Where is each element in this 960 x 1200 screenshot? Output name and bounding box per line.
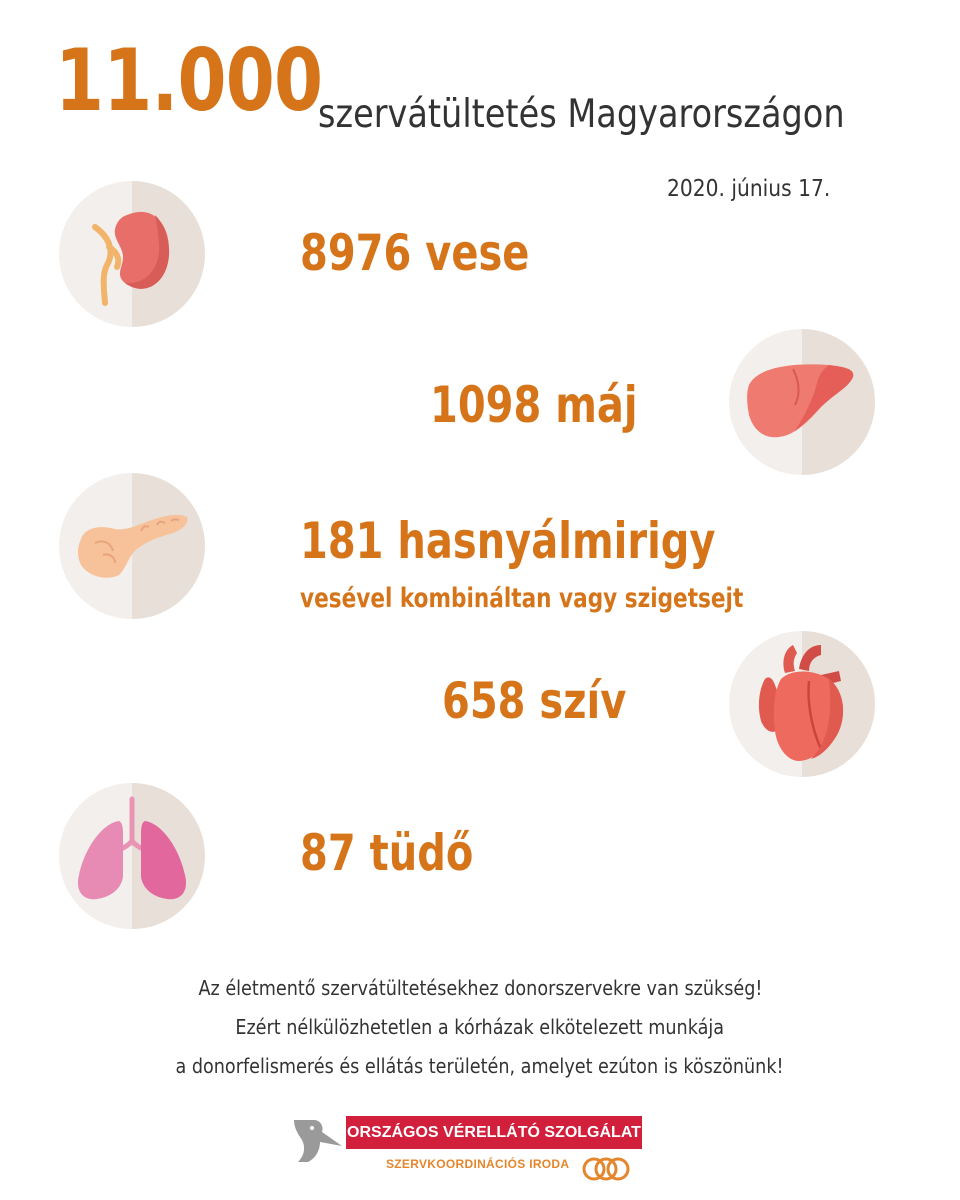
footer-line-3: a donorfelismerés és ellátás területén, amelyet ezúton is köszönünk! xyxy=(175,1054,785,1078)
organ-label-kidney: 8976 vese xyxy=(300,224,530,282)
kidney-icon xyxy=(59,181,205,327)
logo-title: ORSZÁGOS VÉRELLÁTÓ SZOLGÁLAT xyxy=(346,1116,642,1149)
total-count: 11.000 xyxy=(55,31,323,131)
liver-icon xyxy=(729,329,875,475)
pancreas-icon xyxy=(59,473,205,619)
logo-subtitle: SZERVKOORDINÁCIÓS IRODA xyxy=(386,1157,570,1171)
lungs-icon xyxy=(59,783,205,929)
date-label: 2020. június 17. xyxy=(667,176,831,202)
rings-icon xyxy=(582,1152,630,1186)
heart-icon xyxy=(729,631,875,777)
page-title: szervátültetés Magyarországon xyxy=(318,92,845,137)
organ-label-liver: 1098 máj xyxy=(430,376,638,434)
organization-logo xyxy=(290,1116,642,1190)
footer-line-2: Ezért nélkülözhetetlen a kórházak elkötelezett munkája xyxy=(235,1015,725,1039)
organ-label-heart: 658 szív xyxy=(442,672,627,730)
pelican-icon xyxy=(290,1116,346,1168)
organ-label-pancreas: 181 hasnyálmirigy xyxy=(300,512,716,570)
organ-label-lungs: 87 tüdő xyxy=(300,824,474,882)
footer-line-1: Az életmentő szervátültetésekhez donorszervekre van szükség! xyxy=(197,976,762,1000)
organ-sublabel-pancreas: vesével kombináltan vagy szigetsejt xyxy=(300,583,744,614)
